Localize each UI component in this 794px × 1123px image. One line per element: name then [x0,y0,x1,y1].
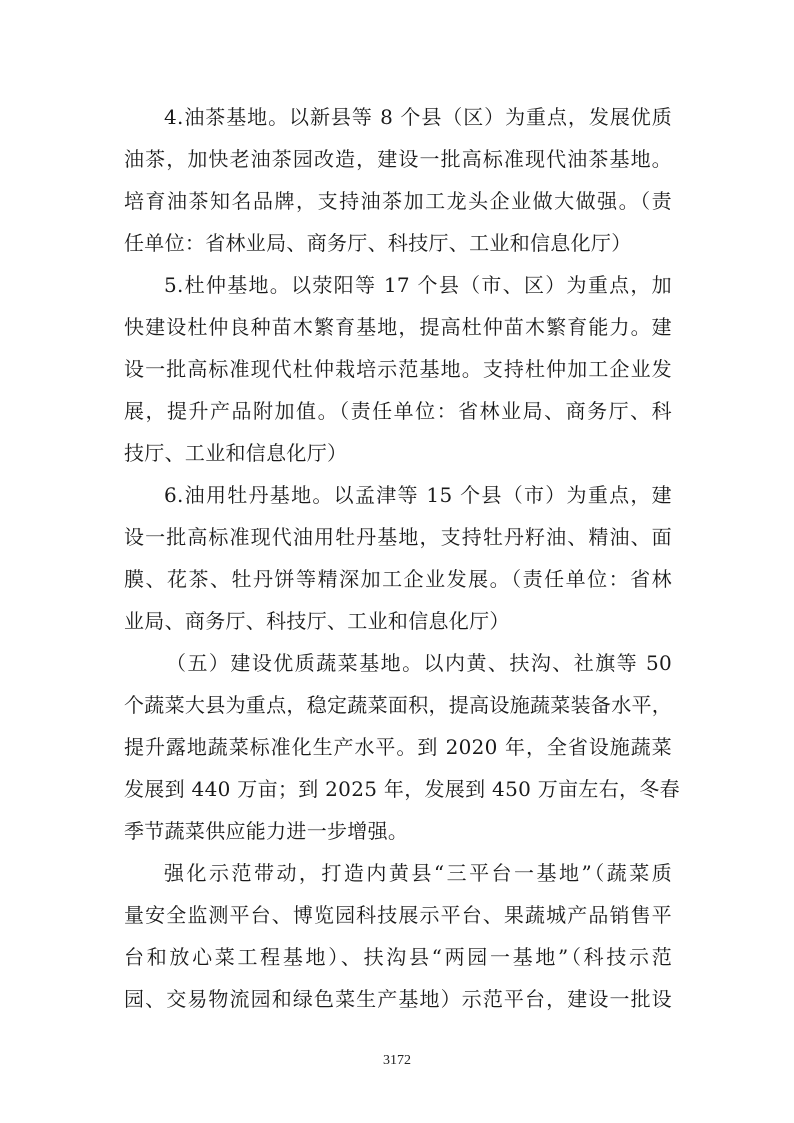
paragraph-line: 培育油茶知名品牌，支持油茶加工龙头企业做大做强。（责 [124,189,672,213]
paragraph-line: 任单位：省林业局、商务厅、科技厅、工业和信息化厅） [124,231,632,255]
paragraph-line: 强化示范带动，打造内黄县“三平台一基地”（蔬菜质 [164,861,672,885]
section-heading-line: （五）建设优质蔬菜基地。以内黄、扶沟、社旗等 50 [166,651,672,675]
paragraph-line: 业局、商务厅、科技厅、工业和信息化厅） [124,609,510,633]
paragraph-line: 5.杜仲基地。以荥阳等 17 个县（市、区）为重点，加 [164,273,672,297]
paragraph-line: 设一批高标准现代杜仲栽培示范基地。支持杜仲加工企业发 [124,357,672,381]
paragraph-line: 6.油用牡丹基地。以孟津等 15 个县（市）为重点，建 [164,483,672,507]
paragraph-line: 展，提升产品附加值。（责任单位：省林业局、商务厅、科 [124,399,672,423]
paragraph-line: 4.油茶基地。以新县等 8 个县（区）为重点，发展优质 [164,105,672,129]
paragraph-line: 设一批高标准现代油用牡丹基地，支持牡丹籽油、精油、面 [124,525,672,549]
paragraph-line: 季节蔬菜供应能力进一步增强。 [124,819,409,843]
paragraph-line: 油茶，加快老油茶园改造，建设一批高标准现代油茶基地。 [124,147,672,171]
page-number: 3172 [383,1053,411,1068]
paragraph-line: 个蔬菜大县为重点，稳定蔬菜面积，提高设施蔬菜装备水平， [124,693,673,717]
paragraph-line: 提升露地蔬菜标准化生产水平。到 2020 年，全省设施蔬菜 [124,735,672,759]
paragraph-line: 量安全监测平台、博览园科技展示平台、果蔬城产品销售平 [124,903,672,927]
paragraph-line: 膜、花茶、牡丹饼等精深加工企业发展。（责任单位：省林 [124,567,672,591]
paragraph-line: 发展到 440 万亩；到 2025 年，发展到 450 万亩左右，冬春 [124,777,680,801]
paragraph-line: 园、交易物流园和绿色菜生产基地）示范平台，建设一批设 [124,987,672,1011]
paragraph-line: 快建设杜仲良种苗木繁育基地，提高杜仲苗木繁育能力。建 [124,315,672,339]
paragraph-line: 台和放心菜工程基地）、扶沟县“两园一基地”（科技示范 [124,945,672,969]
paragraph-line: 技厅、工业和信息化厅） [124,441,348,465]
